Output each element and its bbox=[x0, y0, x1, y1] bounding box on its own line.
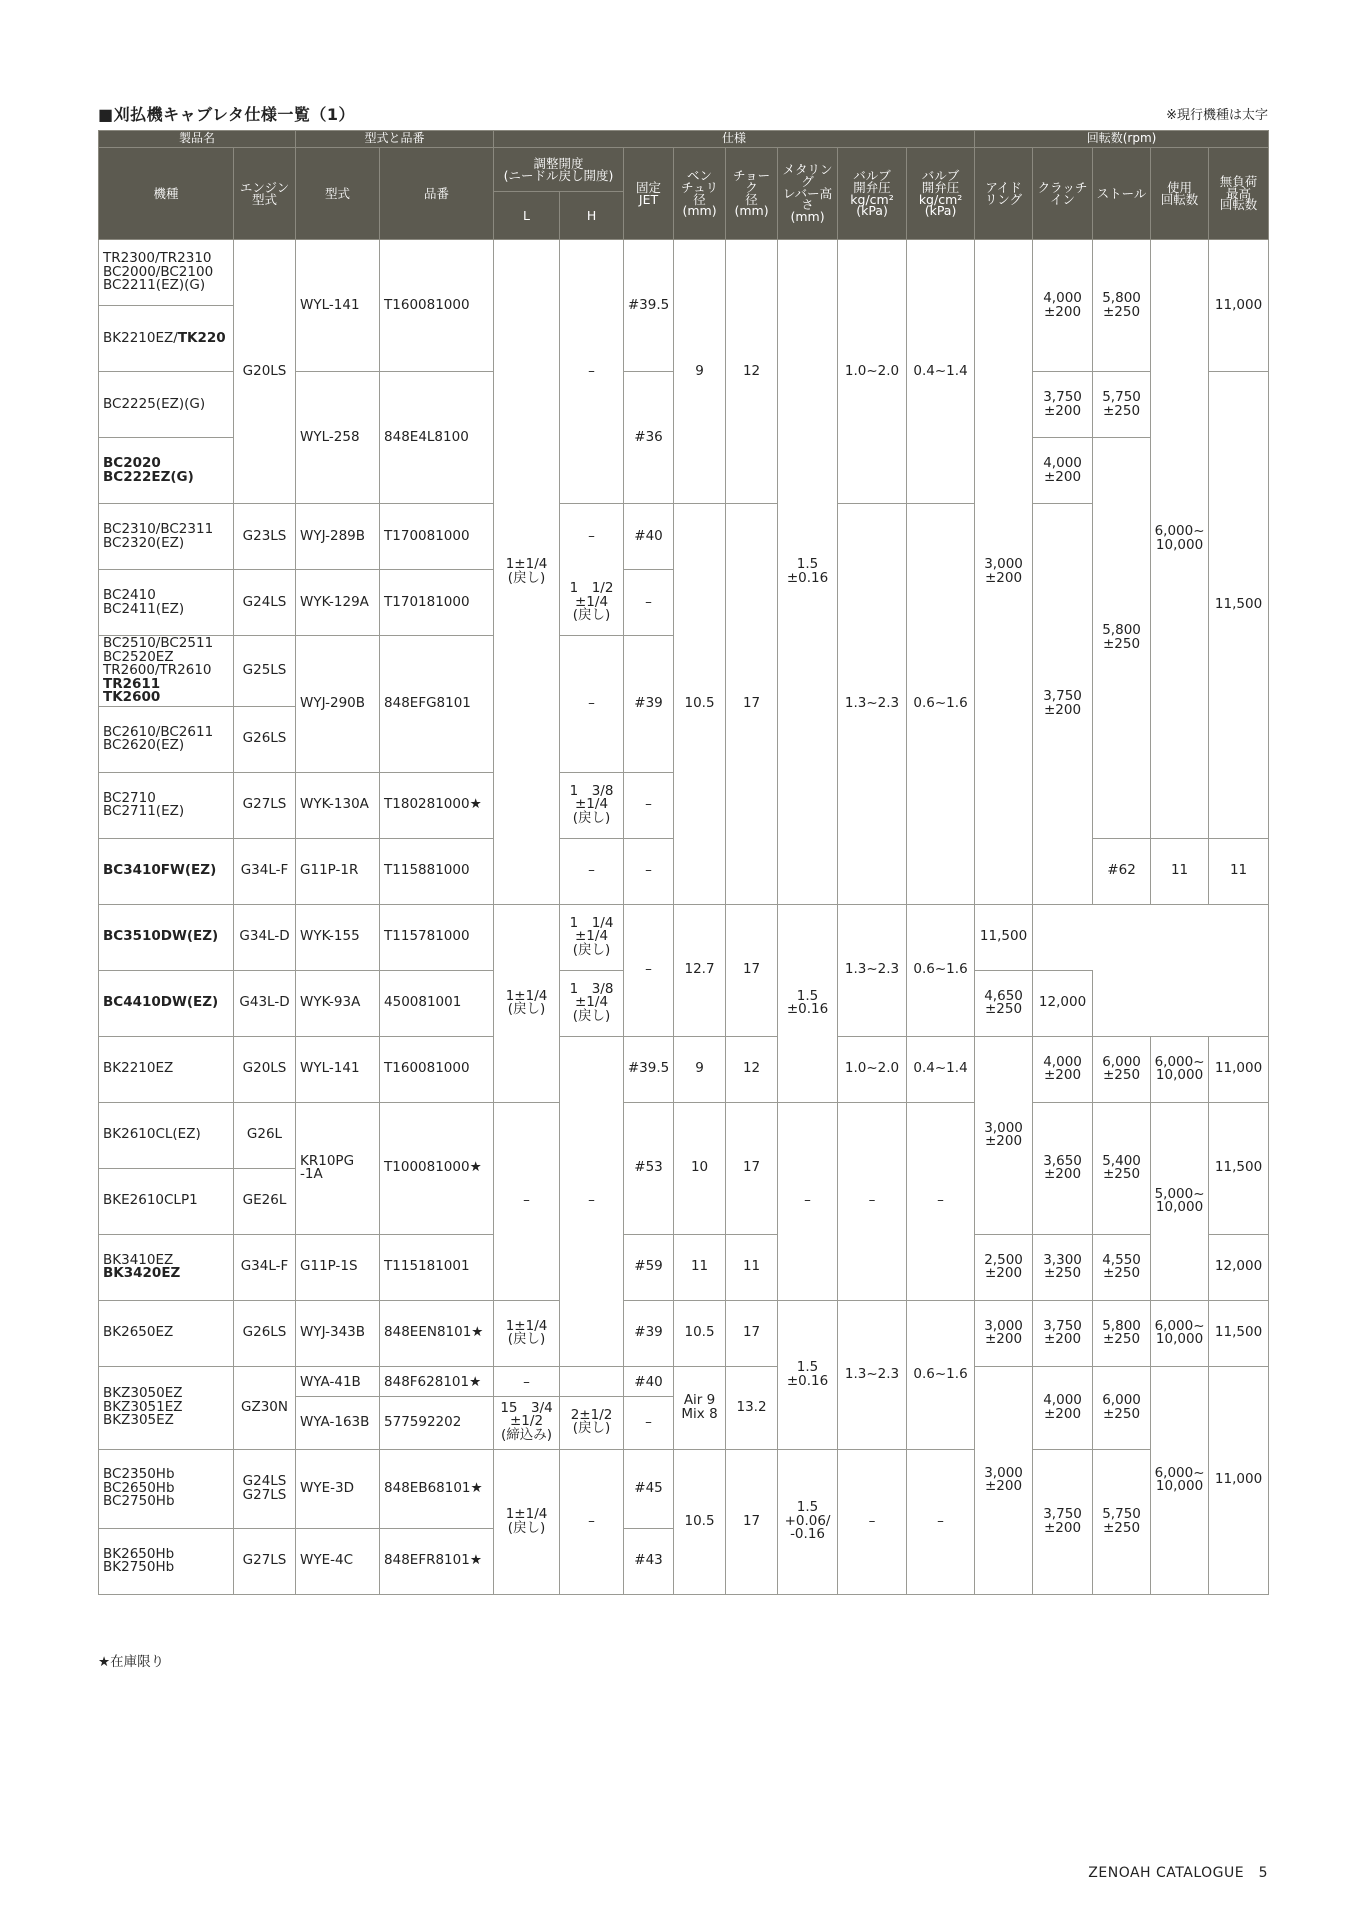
metering-cell: 1.5 ±0.16 bbox=[778, 240, 838, 905]
venturi-cell: 9 bbox=[674, 240, 726, 504]
engine-cell: G25LS bbox=[234, 636, 296, 707]
h-cell: 1 3/8 ±1/4 (戻し) bbox=[560, 772, 624, 838]
stall-cell: 5,400 ±250 bbox=[1093, 1102, 1151, 1234]
part-cell: T115181001 bbox=[380, 1234, 494, 1300]
noload-cell: 11,500 bbox=[1209, 1102, 1269, 1234]
h-cell: 1 3/8 ±1/4 (戻し) bbox=[560, 970, 624, 1036]
noload-cell: 12,000 bbox=[1033, 970, 1093, 1036]
col-metering: メタリング レバー高さ (mm) bbox=[778, 148, 838, 240]
idle-cell: 3,000 ±200 bbox=[975, 240, 1033, 905]
valve1-cell: 1.0~2.0 bbox=[838, 240, 907, 504]
metering-cell: 1.5 ±0.16 bbox=[778, 1300, 838, 1449]
group-product-name: 製品名 bbox=[99, 131, 296, 148]
jet-cell: – bbox=[624, 570, 674, 636]
choke-cell: 13.2 bbox=[726, 1366, 778, 1449]
metering-cell: 1.5 ±0.16 bbox=[778, 904, 838, 1102]
idle-cell: 2,500 ±200 bbox=[975, 1234, 1033, 1300]
engine-cell: G24LS G27LS bbox=[234, 1449, 296, 1528]
engine-cell: G34L-F bbox=[234, 1234, 296, 1300]
machine-cell: BC3410FW(EZ) bbox=[99, 838, 234, 904]
clutch-cell: 3,750 ±200 bbox=[1033, 504, 1093, 905]
engine-cell: G23LS bbox=[234, 504, 296, 570]
h-cell: 1 1/4 ±1/4 (戻し) bbox=[560, 904, 624, 970]
l-cell: – 15 3/4 ±1/2 (締込み) bbox=[494, 1366, 560, 1449]
group-model-part: 型式と品番 bbox=[296, 131, 494, 148]
part-cell: 848EFG8101 bbox=[380, 636, 494, 773]
jet-cell: #43 bbox=[624, 1528, 674, 1594]
choke-cell: 17 bbox=[726, 904, 778, 1036]
valve2-cell: 0.6~1.6 bbox=[907, 904, 975, 1036]
h-cell: – bbox=[560, 504, 624, 570]
use-rpm-cell: 6,000~ 10,000 bbox=[1151, 1036, 1209, 1102]
valve1-cell: – bbox=[838, 1449, 907, 1594]
machine-cell: BC2020 BC222EZ(G) bbox=[99, 438, 234, 504]
valve1-cell: 1.0~2.0 bbox=[838, 1036, 907, 1102]
type-cell: G11P-1R bbox=[296, 838, 380, 904]
part-cell: 848EB68101★ bbox=[380, 1449, 494, 1528]
jet-cell: – bbox=[624, 772, 674, 838]
col-clutch-in: クラッチ イン bbox=[1033, 148, 1093, 240]
venturi-cell: 10.5 bbox=[674, 1300, 726, 1366]
valve1-cell: 1.3~2.3 bbox=[838, 504, 907, 905]
metering-cell: 1.5 +0.06/ -0.16 bbox=[778, 1449, 838, 1594]
venturi-cell: 10 bbox=[674, 1102, 726, 1234]
idle-cell: 3,000 ±200 bbox=[975, 1300, 1033, 1366]
noload-cell: 12,000 bbox=[1209, 1234, 1269, 1300]
jet-cell: – bbox=[624, 904, 674, 1036]
h-cell: 1 1/2 ±1/4 (戻し) bbox=[560, 570, 624, 636]
col-engine: エンジン 型式 bbox=[234, 148, 296, 240]
type-cell: WYA-41B WYA-163B bbox=[296, 1366, 380, 1449]
machine-cell: TR2300/TR2310 BC2000/BC2100 BC2211(EZ)(G) bbox=[99, 240, 234, 306]
type-cell: KR10PG -1A bbox=[296, 1102, 380, 1234]
carburetor-spec-table bbox=[98, 130, 1269, 1595]
l-cell: 1±1/4 (戻し) bbox=[494, 1449, 560, 1594]
part-cell: 848EFR8101★ bbox=[380, 1528, 494, 1594]
col-part: 品番 bbox=[380, 148, 494, 240]
stall-cell: 5,800 ±250 bbox=[1093, 1300, 1151, 1366]
type-cell: G11P-1S bbox=[296, 1234, 380, 1300]
machine-cell: BC2225(EZ)(G) bbox=[99, 372, 234, 438]
valve2-cell: 0.4~1.4 bbox=[907, 240, 975, 504]
engine-cell: G34L-D bbox=[234, 904, 296, 970]
type-cell: WYE-4C bbox=[296, 1528, 380, 1594]
engine-cell: G27LS bbox=[234, 1528, 296, 1594]
machine-cell: BK2650EZ bbox=[99, 1300, 234, 1366]
l-cell: 1±1/4 (戻し) bbox=[494, 1300, 560, 1366]
page-title: ■刈払機キャブレタ仕様一覧（1） bbox=[98, 105, 355, 124]
noload-cell: 11,500 bbox=[975, 904, 1033, 970]
engine-cell: GE26L bbox=[234, 1168, 296, 1234]
col-venturi: ベン チュリ径 (mm) bbox=[674, 148, 726, 240]
engine-cell: G34L-F bbox=[234, 838, 296, 904]
engine-cell: GZ30N bbox=[234, 1366, 296, 1449]
machine-cell: BK2210EZ bbox=[99, 1036, 234, 1102]
noload-cell: 11,500 bbox=[1209, 1300, 1269, 1366]
stall-cell: 5,800 ±250 bbox=[1093, 240, 1151, 372]
jet-cell: #39 bbox=[624, 636, 674, 773]
clutch-cell: 3,750 ±200 bbox=[1033, 1300, 1093, 1366]
machine-cell: BKE2610CLP1 bbox=[99, 1168, 234, 1234]
col-h: H bbox=[560, 192, 624, 240]
type-cell: WYE-3D bbox=[296, 1449, 380, 1528]
choke-cell: 17 bbox=[726, 1102, 778, 1234]
type-cell: WYJ-343B bbox=[296, 1300, 380, 1366]
h-cell: – bbox=[560, 240, 624, 504]
group-spec: 仕様 bbox=[494, 131, 975, 148]
noload-cell: 11,000 bbox=[1209, 240, 1269, 372]
col-adjust: 調整開度 (ニードル戻し開度) bbox=[494, 148, 624, 192]
current-model-note: ※現行機種は太字 bbox=[1166, 108, 1268, 123]
jet-cell: #36 bbox=[624, 372, 674, 504]
type-cell: WYK-93A bbox=[296, 970, 380, 1036]
machine-cell: BC2410 BC2411(EZ) bbox=[99, 570, 234, 636]
type-cell: WYJ-289B bbox=[296, 504, 380, 570]
venturi-cell: 9 bbox=[674, 1036, 726, 1102]
venturi-cell: 10.5 bbox=[674, 1449, 726, 1594]
type-cell: WYK-155 bbox=[296, 904, 380, 970]
part-cell: T170081000 bbox=[380, 504, 494, 570]
engine-cell: G20LS bbox=[234, 240, 296, 504]
stall-cell: 5,750 ±250 bbox=[1093, 372, 1151, 438]
part-cell: 848E4L8100 bbox=[380, 372, 494, 504]
type-cell: WYL-141 bbox=[296, 1036, 380, 1102]
engine-cell: G26L bbox=[234, 1102, 296, 1168]
jet-cell: #40 bbox=[624, 504, 674, 570]
valve2-cell: – bbox=[907, 1102, 975, 1300]
valve2-cell: 0.6~1.6 bbox=[907, 504, 975, 905]
use-rpm-cell: 6,000~ 10,000 bbox=[1151, 1300, 1209, 1366]
engine-cell: G43L-D bbox=[234, 970, 296, 1036]
stall-cell: 6,000 ±250 bbox=[1093, 1036, 1151, 1102]
catalogue-footer: ZENOAH CATALOGUE 5 bbox=[1088, 1865, 1268, 1881]
use-rpm-cell: 5,000~ 10,000 bbox=[1151, 1102, 1209, 1300]
col-valve-1: バルブ 開弁圧 kg/cm² (kPa) bbox=[838, 148, 907, 240]
metering-cell: – bbox=[778, 1102, 838, 1300]
valve2-cell: – bbox=[907, 1449, 975, 1594]
engine-cell: G26LS bbox=[234, 706, 296, 772]
type-cell: WYL-141 bbox=[296, 240, 380, 372]
jet-cell: #39.5 bbox=[624, 1036, 674, 1102]
choke-cell: 17 bbox=[726, 1300, 778, 1366]
venturi-cell: 11 bbox=[1151, 838, 1209, 904]
choke-cell: 12 bbox=[726, 1036, 778, 1102]
part-cell: T100081000★ bbox=[380, 1102, 494, 1234]
choke-cell: 12 bbox=[726, 240, 778, 504]
engine-cell: G24LS bbox=[234, 570, 296, 636]
machine-cell: BC2510/BC2511 BC2520EZ TR2600/TR2610 TR2611 TK2600 bbox=[99, 636, 234, 707]
part-cell: 450081001 bbox=[380, 970, 494, 1036]
machine-cell: BK2610CL(EZ) bbox=[99, 1102, 234, 1168]
engine-cell: G26LS bbox=[234, 1300, 296, 1366]
clutch-cell: 3,750 ±200 bbox=[1033, 372, 1093, 438]
clutch-cell: 3,750 ±200 bbox=[1033, 1449, 1093, 1594]
valve1-cell: 1.3~2.3 bbox=[838, 1300, 907, 1449]
type-cell: WYK-130A bbox=[296, 772, 380, 838]
group-rpm: 回転数(rpm) bbox=[975, 131, 1269, 148]
idle-cell: 3,000 ±200 bbox=[975, 1036, 1033, 1234]
jet-cell: #53 bbox=[624, 1102, 674, 1234]
col-stall: ストール bbox=[1093, 148, 1151, 240]
col-noload-rpm: 無負荷 最高 回転数 bbox=[1209, 148, 1269, 240]
machine-cell: BK2210EZ/TK220 bbox=[99, 306, 234, 372]
stall-cell: 6,000 ±250 bbox=[1093, 1366, 1151, 1449]
col-l: L bbox=[494, 192, 560, 240]
type-cell: WYL-258 bbox=[296, 372, 380, 504]
type-cell: WYK-129A bbox=[296, 570, 380, 636]
noload-cell: 11,000 bbox=[1209, 1366, 1269, 1594]
machine-cell: BC4410DW(EZ) bbox=[99, 970, 234, 1036]
part-cell: T170181000 bbox=[380, 570, 494, 636]
machine-cell: BKZ3050EZ BKZ3051EZ BKZ305EZ bbox=[99, 1366, 234, 1449]
use-rpm-cell: 6,000~ 10,000 bbox=[1151, 240, 1209, 839]
jet-cell: #39.5 bbox=[624, 240, 674, 372]
machine-cell: BC2350Hb BC2650Hb BC2750Hb bbox=[99, 1449, 234, 1528]
use-rpm-cell: 6,000~ 10,000 bbox=[1151, 1366, 1209, 1594]
valve2-cell: 0.6~1.6 bbox=[907, 1300, 975, 1449]
noload-cell: 11,000 bbox=[1209, 1036, 1269, 1102]
venturi-cell: Air 9 Mix 8 bbox=[674, 1366, 726, 1449]
clutch-cell: 4,000 ±200 bbox=[1033, 438, 1093, 504]
col-choke: チョーク 径 (mm) bbox=[726, 148, 778, 240]
choke-cell: 17 bbox=[726, 504, 778, 905]
clutch-cell: 4,000 ±200 bbox=[1033, 240, 1093, 372]
machine-cell: BC2710 BC2711(EZ) bbox=[99, 772, 234, 838]
h-cell: 2±1/2 (戻し) bbox=[560, 1366, 624, 1449]
jet-cell: #59 bbox=[624, 1234, 674, 1300]
choke-cell: 11 bbox=[1209, 838, 1269, 904]
stall-cell: 5,800 ±250 bbox=[1093, 438, 1151, 839]
machine-cell: BC2610/BC2611 BC2620(EZ) bbox=[99, 706, 234, 772]
engine-cell: G27LS bbox=[234, 772, 296, 838]
choke-cell: 17 bbox=[726, 1449, 778, 1594]
machine-cell: BC2310/BC2311 BC2320(EZ) bbox=[99, 504, 234, 570]
venturi-cell: 12.7 bbox=[674, 904, 726, 1036]
col-jet: 固定 JET bbox=[624, 148, 674, 240]
col-idle: アイド リング bbox=[975, 148, 1033, 240]
stall-cell: 4,650 ±250 bbox=[975, 970, 1033, 1036]
part-cell: 848F628101★ 577592202 bbox=[380, 1366, 494, 1449]
jet-cell: #39 bbox=[624, 1300, 674, 1366]
jet-cell: #40 – bbox=[624, 1366, 674, 1449]
venturi-cell: 10.5 bbox=[674, 504, 726, 905]
machine-cell: BC3510DW(EZ) bbox=[99, 904, 234, 970]
part-cell: T160081000 bbox=[380, 1036, 494, 1102]
jet-cell: #45 bbox=[624, 1449, 674, 1528]
venturi-cell: 11 bbox=[674, 1234, 726, 1300]
h-cell: – bbox=[560, 1449, 624, 1594]
col-use-rpm: 使用 回転数 bbox=[1151, 148, 1209, 240]
h-cell: – bbox=[624, 838, 674, 904]
part-cell: T115781000 bbox=[380, 904, 494, 970]
valve1-cell: 1.3~2.3 bbox=[838, 904, 907, 1036]
col-type: 型式 bbox=[296, 148, 380, 240]
l-cell: 1±1/4 (戻し) bbox=[494, 240, 560, 905]
part-cell: 848EEN8101★ bbox=[380, 1300, 494, 1366]
clutch-cell: 3,650 ±200 bbox=[1033, 1102, 1093, 1234]
l-cell: – bbox=[494, 1102, 560, 1300]
stock-limited-footnote: ★在庫限り bbox=[98, 1654, 165, 1670]
part-cell: T115881000 bbox=[380, 838, 494, 904]
l-cell: – bbox=[560, 838, 624, 904]
engine-cell: G20LS bbox=[234, 1036, 296, 1102]
valve2-cell: 0.4~1.4 bbox=[907, 1036, 975, 1102]
choke-cell: 11 bbox=[726, 1234, 778, 1300]
jet-cell: #62 bbox=[1093, 838, 1151, 904]
col-valve-2: バルブ 開弁圧 kg/cm² (kPa) bbox=[907, 148, 975, 240]
clutch-cell: 3,300 ±250 bbox=[1033, 1234, 1093, 1300]
type-cell: WYJ-290B bbox=[296, 636, 380, 773]
machine-cell: BK3410EZ BK3420EZ bbox=[99, 1234, 234, 1300]
stall-cell: 5,750 ±250 bbox=[1093, 1449, 1151, 1594]
col-machine: 機種 bbox=[99, 148, 234, 240]
valve1-cell: – bbox=[838, 1102, 907, 1300]
idle-cell: 3,000 ±200 bbox=[975, 1366, 1033, 1594]
h-cell: – bbox=[560, 1036, 624, 1366]
h-cell: – bbox=[560, 636, 624, 773]
part-cell: T180281000★ bbox=[380, 772, 494, 838]
l-cell: 1±1/4 (戻し) bbox=[494, 904, 560, 1102]
clutch-cell: 4,000 ±200 bbox=[1033, 1036, 1093, 1102]
clutch-cell: 4,000 ±200 bbox=[1033, 1366, 1093, 1449]
machine-cell: BK2650Hb BK2750Hb bbox=[99, 1528, 234, 1594]
part-cell: T160081000 bbox=[380, 240, 494, 372]
stall-cell: 4,550 ±250 bbox=[1093, 1234, 1151, 1300]
noload-cell: 11,500 bbox=[1209, 372, 1269, 839]
